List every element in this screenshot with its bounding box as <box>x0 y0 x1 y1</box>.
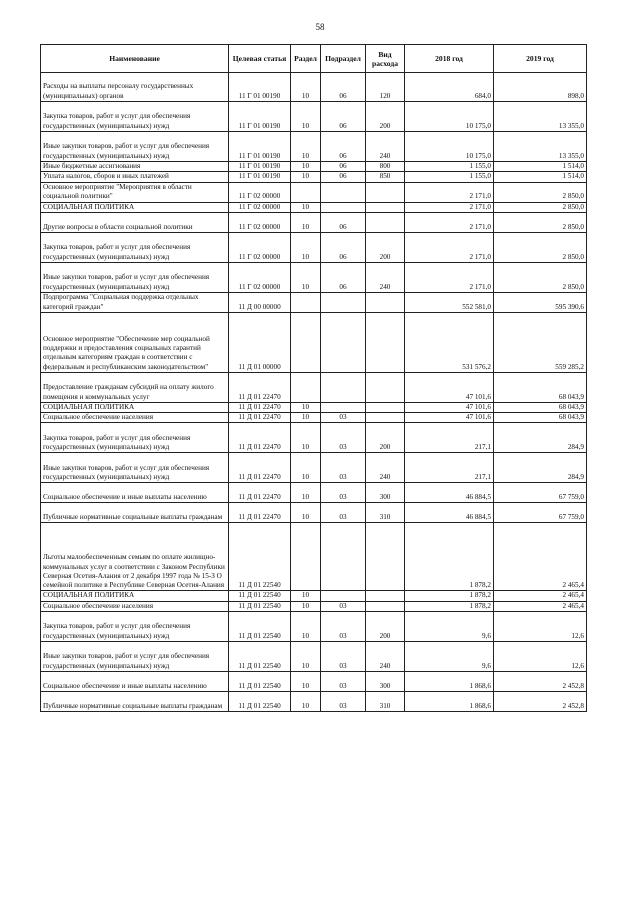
row-target-cell: 11 Д 01 22470 <box>229 483 291 503</box>
row-2018-cell: 1 878,2 <box>405 601 494 611</box>
row-target-cell: 11 Г 01 00190 <box>229 162 291 172</box>
table-row <box>41 523 587 591</box>
row-2019-cell: 13 355,0 <box>494 132 587 162</box>
table-row <box>41 202 587 212</box>
row-subsection-cell: 06 <box>321 172 366 182</box>
table-row <box>41 503 587 523</box>
row-subsection-cell: 03 <box>321 453 366 483</box>
row-target-cell: 11 Д 01 22540 <box>229 672 291 692</box>
row-section-cell: 10 <box>291 453 321 483</box>
row-2018-cell: 2 171,0 <box>405 202 494 212</box>
table-row <box>41 413 587 423</box>
row-2018-cell: 1 878,2 <box>405 523 494 591</box>
row-section-cell <box>291 523 321 591</box>
row-section-cell <box>291 182 321 202</box>
row-subsection-cell <box>321 591 366 601</box>
row-subsection-cell: 06 <box>321 162 366 172</box>
row-target-cell: 11 Д 01 00000 <box>229 312 291 372</box>
table-row <box>41 292 587 312</box>
row-2019-cell: 2 850,0 <box>494 212 587 232</box>
row-type-cell <box>366 212 405 232</box>
row-target-cell: 11 Г 01 00190 <box>229 132 291 162</box>
table-row <box>41 312 587 372</box>
row-target-cell: 11 Д 01 22470 <box>229 453 291 483</box>
row-section-cell: 10 <box>291 423 321 453</box>
row-name-cell: Иные закупки товаров, работ и услуг для обеспечения государственных (муниципальных) нужд <box>41 642 229 672</box>
row-name-cell: Публичные нормативные социальные выплаты гражданам <box>41 692 229 712</box>
row-name-cell: Социальное обеспечение населения <box>41 601 229 611</box>
row-name-cell: Публичные нормативные социальные выплаты гражданам <box>41 503 229 523</box>
row-target-cell: 11 Г 01 00190 <box>229 73 291 102</box>
row-2019-cell: 2 850,0 <box>494 202 587 212</box>
row-name-cell: Иные закупки товаров, работ и услуг для обеспечения государственных (муниципальных) нужд <box>41 453 229 483</box>
row-2018-cell: 552 581,0 <box>405 292 494 312</box>
row-section-cell: 10 <box>291 413 321 423</box>
table-row <box>41 182 587 202</box>
row-type-cell <box>366 601 405 611</box>
row-2018-cell: 1 155,0 <box>405 172 494 182</box>
row-2019-cell: 2 452,8 <box>494 692 587 712</box>
row-2019-cell: 1 514,0 <box>494 162 587 172</box>
row-2018-cell: 46 884,5 <box>405 483 494 503</box>
row-subsection-cell: 06 <box>321 262 366 292</box>
row-type-cell: 800 <box>366 162 405 172</box>
row-2018-cell: 9,6 <box>405 642 494 672</box>
row-type-cell: 240 <box>366 132 405 162</box>
row-name-cell: Закупка товаров, работ и услуг для обеспечения государственных (муниципальных) нужд <box>41 423 229 453</box>
row-2019-cell: 1 514,0 <box>494 172 587 182</box>
row-name-cell: Социальное обеспечение и иные выплаты населению <box>41 483 229 503</box>
header-expense-type: Вид расхода <box>366 45 405 73</box>
table-row <box>41 402 587 412</box>
row-subsection-cell: 06 <box>321 232 366 262</box>
header-2018: 2018 год <box>405 45 494 73</box>
row-target-cell: 11 Г 01 00190 <box>229 172 291 182</box>
row-2018-cell: 2 171,0 <box>405 182 494 202</box>
header-subsection: Подраздел <box>321 45 366 73</box>
row-2018-cell: 47 101,6 <box>405 413 494 423</box>
row-type-cell: 240 <box>366 262 405 292</box>
row-2018-cell: 217,1 <box>405 423 494 453</box>
table-row <box>41 612 587 642</box>
row-subsection-cell: 03 <box>321 601 366 611</box>
row-subsection-cell: 03 <box>321 642 366 672</box>
row-subsection-cell: 03 <box>321 503 366 523</box>
header-name: Наименование <box>41 45 229 73</box>
row-target-cell: 11 Г 02 00000 <box>229 232 291 262</box>
row-2018-cell: 47 101,6 <box>405 372 494 402</box>
row-2019-cell: 2 465,4 <box>494 523 587 591</box>
table-row <box>41 601 587 611</box>
row-subsection-cell <box>321 202 366 212</box>
row-target-cell: 11 Д 01 22540 <box>229 692 291 712</box>
row-2018-cell: 10 175,0 <box>405 102 494 132</box>
row-name-cell: СОЦИАЛЬНАЯ ПОЛИТИКА <box>41 202 229 212</box>
row-2019-cell: 68 043,9 <box>494 402 587 412</box>
row-target-cell: 11 Д 00 00000 <box>229 292 291 312</box>
row-2018-cell: 1 878,2 <box>405 591 494 601</box>
row-type-cell <box>366 523 405 591</box>
table-row <box>41 672 587 692</box>
row-type-cell <box>366 182 405 202</box>
row-section-cell: 10 <box>291 591 321 601</box>
row-subsection-cell <box>321 402 366 412</box>
table-row <box>41 372 587 402</box>
row-subsection-cell <box>321 523 366 591</box>
row-2018-cell: 531 576,2 <box>405 312 494 372</box>
row-name-cell: Уплата налогов, сборов и иных платежей <box>41 172 229 182</box>
row-subsection-cell: 03 <box>321 413 366 423</box>
row-target-cell: 11 Д 01 22470 <box>229 413 291 423</box>
row-section-cell: 10 <box>291 692 321 712</box>
row-subsection-cell: 06 <box>321 73 366 102</box>
row-type-cell: 850 <box>366 172 405 182</box>
row-subsection-cell: 06 <box>321 132 366 162</box>
row-section-cell: 10 <box>291 601 321 611</box>
row-target-cell: 11 Г 02 00000 <box>229 262 291 292</box>
row-2019-cell: 898,0 <box>494 73 587 102</box>
row-type-cell <box>366 372 405 402</box>
table-body <box>41 73 587 712</box>
row-2019-cell: 284,9 <box>494 453 587 483</box>
row-type-cell: 200 <box>366 232 405 262</box>
row-2019-cell: 2 465,4 <box>494 591 587 601</box>
row-type-cell <box>366 312 405 372</box>
row-2018-cell: 2 171,0 <box>405 232 494 262</box>
row-type-cell: 310 <box>366 692 405 712</box>
row-2019-cell: 2 465,4 <box>494 601 587 611</box>
row-2019-cell: 12,6 <box>494 642 587 672</box>
row-section-cell: 10 <box>291 483 321 503</box>
row-type-cell <box>366 591 405 601</box>
row-2018-cell: 1 868,6 <box>405 692 494 712</box>
row-type-cell: 120 <box>366 73 405 102</box>
table-row <box>41 102 587 132</box>
row-2019-cell: 2 850,0 <box>494 232 587 262</box>
row-subsection-cell <box>321 312 366 372</box>
row-name-cell: Расходы на выплаты персоналу государственных (муниципальных) органов <box>41 73 229 102</box>
row-type-cell: 240 <box>366 453 405 483</box>
table-row <box>41 483 587 503</box>
row-subsection-cell: 06 <box>321 212 366 232</box>
row-target-cell: 11 Д 01 22470 <box>229 402 291 412</box>
row-name-cell: Иные закупки товаров, работ и услуг для обеспечения государственных (муниципальных) нужд <box>41 132 229 162</box>
table-row <box>41 262 587 292</box>
row-subsection-cell: 03 <box>321 692 366 712</box>
row-2018-cell: 9,6 <box>405 612 494 642</box>
row-subsection-cell: 03 <box>321 672 366 692</box>
row-2019-cell: 2 850,0 <box>494 262 587 292</box>
row-section-cell: 10 <box>291 212 321 232</box>
row-name-cell: Иные бюджетные ассигнования <box>41 162 229 172</box>
table-row <box>41 132 587 162</box>
row-name-cell: Льготы малообеспеченным семьям по оплате жилищно-коммунальных услуг в соответствии с Законом Республики Северная Осетия-Алания от 2 декабря 1997 года № 15-З О семейной политике в Республике Северная Осетия-Алания <box>41 523 229 591</box>
row-2019-cell: 68 043,9 <box>494 372 587 402</box>
row-target-cell: 11 Г 02 00000 <box>229 182 291 202</box>
table-row <box>41 642 587 672</box>
row-subsection-cell: 06 <box>321 102 366 132</box>
row-2019-cell: 2 850,0 <box>494 182 587 202</box>
row-name-cell: Иные закупки товаров, работ и услуг для обеспечения государственных (муниципальных) нужд <box>41 262 229 292</box>
row-section-cell <box>291 312 321 372</box>
row-subsection-cell: 03 <box>321 612 366 642</box>
row-section-cell: 10 <box>291 132 321 162</box>
row-2018-cell: 684,0 <box>405 73 494 102</box>
row-2018-cell: 2 171,0 <box>405 212 494 232</box>
row-2018-cell: 1 868,6 <box>405 672 494 692</box>
row-name-cell: Основное мероприятие "Мероприятия в области социальной политики" <box>41 182 229 202</box>
row-2019-cell: 67 759,0 <box>494 483 587 503</box>
row-target-cell: 11 Д 01 22470 <box>229 372 291 402</box>
table-row <box>41 591 587 601</box>
row-type-cell <box>366 413 405 423</box>
row-name-cell: Социальное обеспечение и иные выплаты населению <box>41 672 229 692</box>
row-2018-cell: 10 175,0 <box>405 132 494 162</box>
row-target-cell: 11 Д 01 22540 <box>229 601 291 611</box>
row-name-cell: Закупка товаров, работ и услуг для обеспечения государственных (муниципальных) нужд <box>41 612 229 642</box>
row-section-cell: 10 <box>291 672 321 692</box>
row-target-cell: 11 Д 01 22470 <box>229 503 291 523</box>
table-row <box>41 162 587 172</box>
table-row <box>41 232 587 262</box>
table-row <box>41 212 587 232</box>
row-type-cell <box>366 292 405 312</box>
row-name-cell: Подпрограмма "Социальная поддержка отдельных категорий граждан" <box>41 292 229 312</box>
row-subsection-cell <box>321 182 366 202</box>
row-name-cell: Закупка товаров, работ и услуг для обеспечения государственных (муниципальных) нужд <box>41 102 229 132</box>
row-target-cell: 11 Г 01 00190 <box>229 102 291 132</box>
header-target: Целевая статья <box>229 45 291 73</box>
row-section-cell: 10 <box>291 73 321 102</box>
row-type-cell: 200 <box>366 612 405 642</box>
row-target-cell: 11 Г 02 00000 <box>229 212 291 232</box>
header-2019: 2019 год <box>494 45 587 73</box>
row-section-cell: 10 <box>291 402 321 412</box>
row-name-cell: Социальное обеспечение населения <box>41 413 229 423</box>
row-section-cell: 10 <box>291 612 321 642</box>
row-subsection-cell <box>321 292 366 312</box>
row-section-cell: 10 <box>291 262 321 292</box>
header-section: Раздел <box>291 45 321 73</box>
row-2018-cell: 47 101,6 <box>405 402 494 412</box>
table-row <box>41 73 587 102</box>
row-name-cell: СОЦИАЛЬНАЯ ПОЛИТИКА <box>41 402 229 412</box>
row-name-cell: Основное мероприятие "Обеспечение мер социальной поддержки и предоставления социальных гарантий отдельным категориям граждан в соответствии с федеральным и республиканским законодательством" <box>41 312 229 372</box>
row-name-cell: Другие вопросы в области социальной политики <box>41 212 229 232</box>
row-2019-cell: 12,6 <box>494 612 587 642</box>
row-section-cell: 10 <box>291 202 321 212</box>
row-type-cell: 240 <box>366 642 405 672</box>
row-section-cell: 10 <box>291 102 321 132</box>
table-row <box>41 172 587 182</box>
row-target-cell: 11 Д 01 22540 <box>229 612 291 642</box>
row-target-cell: 11 Д 01 22540 <box>229 642 291 672</box>
row-name-cell: СОЦИАЛЬНАЯ ПОЛИТИКА <box>41 591 229 601</box>
row-target-cell: 11 Г 02 00000 <box>229 202 291 212</box>
row-2018-cell: 217,1 <box>405 453 494 483</box>
row-target-cell: 11 Д 01 22470 <box>229 423 291 453</box>
row-name-cell: Предоставление гражданам субсидий на оплату жилого помещения и коммунальных услуг <box>41 372 229 402</box>
row-2019-cell: 68 043,9 <box>494 413 587 423</box>
row-subsection-cell: 03 <box>321 483 366 503</box>
row-section-cell <box>291 372 321 402</box>
row-type-cell: 300 <box>366 672 405 692</box>
table-row <box>41 423 587 453</box>
table-row <box>41 453 587 483</box>
row-subsection-cell: 03 <box>321 423 366 453</box>
table-row <box>41 692 587 712</box>
row-name-cell: Закупка товаров, работ и услуг для обеспечения государственных (муниципальных) нужд <box>41 232 229 262</box>
row-2019-cell: 13 355,0 <box>494 102 587 132</box>
row-subsection-cell <box>321 372 366 402</box>
row-section-cell: 10 <box>291 503 321 523</box>
row-2019-cell: 284,9 <box>494 423 587 453</box>
row-section-cell: 10 <box>291 232 321 262</box>
row-2019-cell: 595 390,6 <box>494 292 587 312</box>
row-section-cell: 10 <box>291 162 321 172</box>
row-2018-cell: 46 884,5 <box>405 503 494 523</box>
row-section-cell <box>291 292 321 312</box>
row-type-cell: 310 <box>366 503 405 523</box>
row-2019-cell: 559 285,2 <box>494 312 587 372</box>
row-2019-cell: 67 759,0 <box>494 503 587 523</box>
row-section-cell: 10 <box>291 172 321 182</box>
table-header-row <box>41 45 587 73</box>
row-2019-cell: 2 452,8 <box>494 672 587 692</box>
row-type-cell: 200 <box>366 423 405 453</box>
page-number: 58 <box>315 22 325 32</box>
row-target-cell: 11 Д 01 22540 <box>229 523 291 591</box>
row-type-cell: 200 <box>366 102 405 132</box>
budget-table <box>40 44 587 712</box>
row-type-cell: 300 <box>366 483 405 503</box>
row-section-cell: 10 <box>291 642 321 672</box>
row-type-cell <box>366 402 405 412</box>
row-2018-cell: 2 171,0 <box>405 262 494 292</box>
row-target-cell: 11 Д 01 22540 <box>229 591 291 601</box>
row-type-cell <box>366 202 405 212</box>
row-2018-cell: 1 155,0 <box>405 162 494 172</box>
